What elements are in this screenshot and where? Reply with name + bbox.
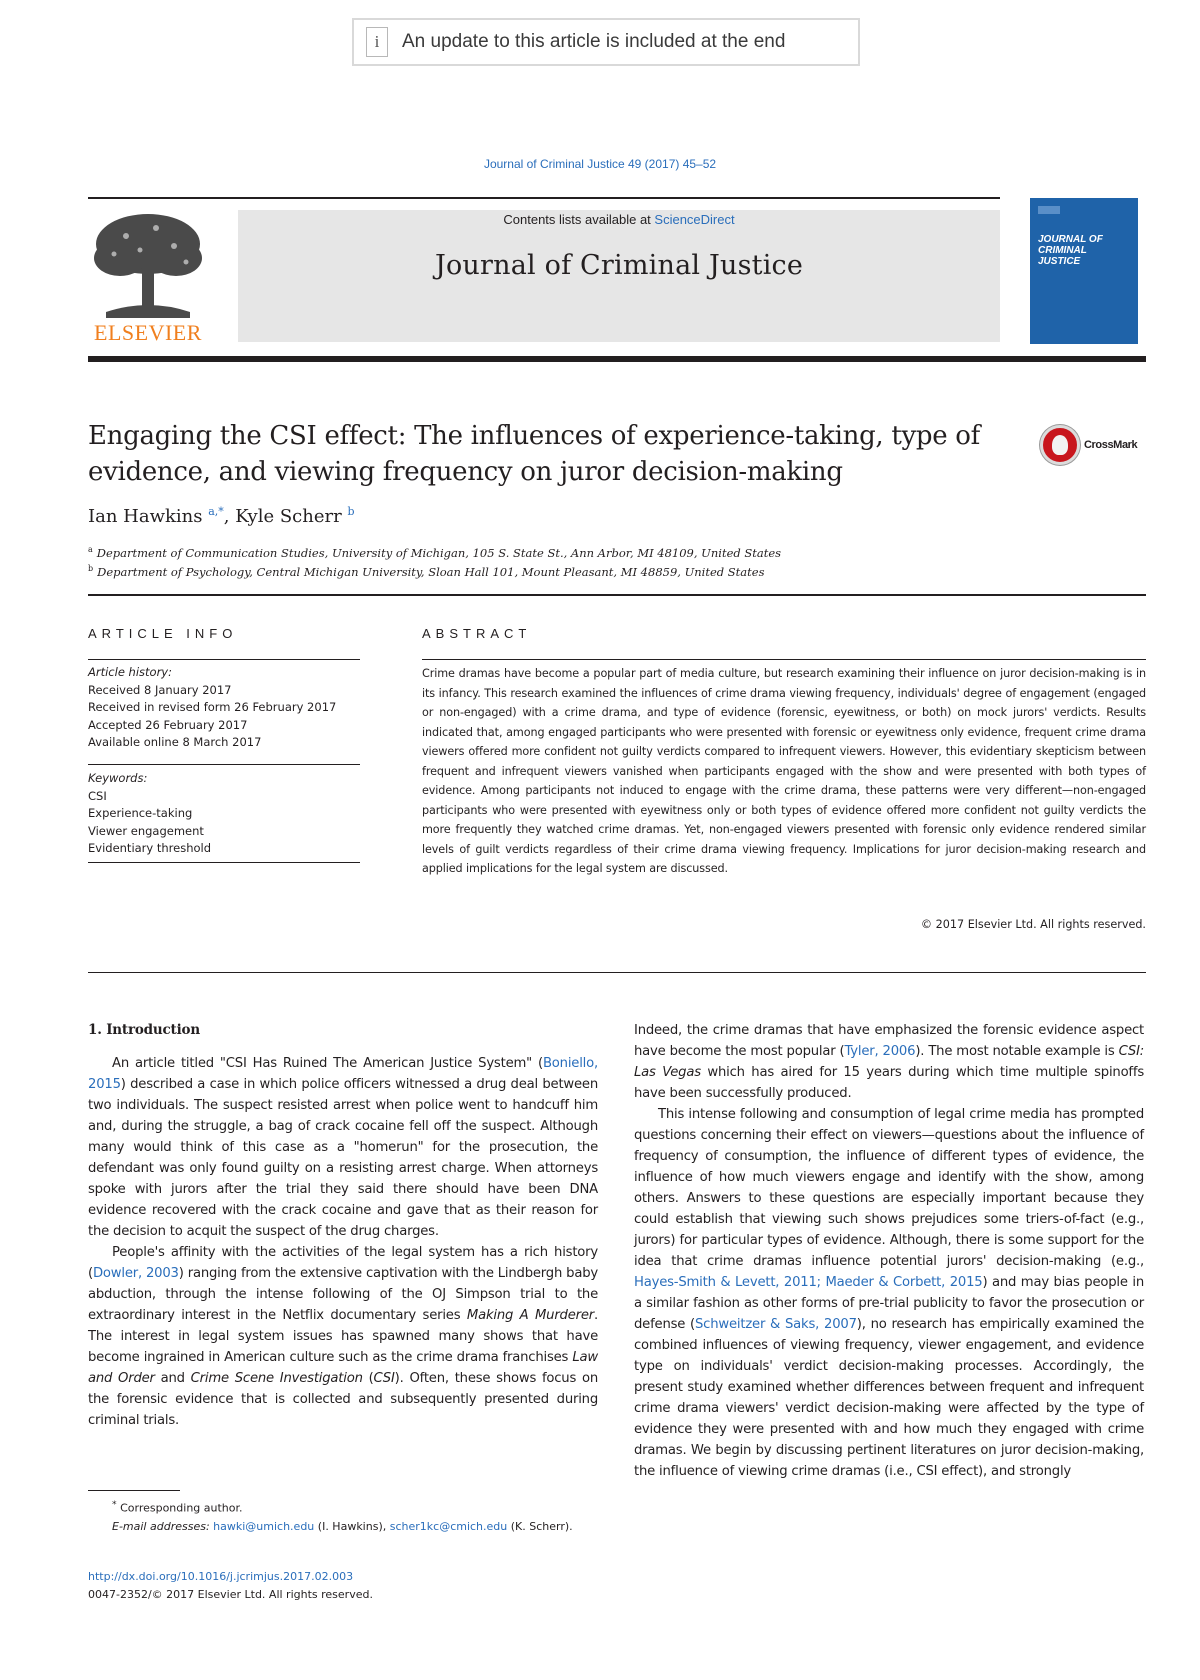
sciencedirect-link[interactable]: ScienceDirect [654,212,735,227]
journal-citation-link[interactable]: Journal of Criminal Justice 49 (2017) 45–52 [483,157,717,171]
author-name[interactable]: Kyle Scherr [235,506,342,527]
email-owner: (I. Hawkins), [314,1520,390,1534]
abstract-heading: ABSTRACT [422,626,532,641]
body-paragraph [88,1242,598,1431]
email-link[interactable]: hawki@umich.edu [213,1520,315,1534]
email-link[interactable]: scher1kc@cmich.edu [389,1520,508,1534]
paragraph-text: ) described a case in which police officers witnessed a drug deal between two individuals. The suspect resisted arrest when police went to handcuff him and, during the struggle, a bag of crack cocaine fell off the suspect. Although many would think of this case as a "homerun" for the prosecution, the defendant was only found guilty on a resisting arrest charge. When attorneys spoke with jurors after the trial they said there should have been DNA evidence recovered with the crack cocaine and gave that as their reason for the decision to acquit the suspect of the drug charges. [88,1077,598,1239]
keyword: CSI [88,788,107,803]
paragraph-text: ), no research has empirically examined the combined influences of viewing frequency, viewer engagement, and evidence type on individuals' verdict decision-making processes. Accordingly, the present study examined whether differences between frequent and infrequent crime drama viewers' verdict decision-making were affected by the type of evidence they were presented with and how much they engaged with crime dramas. We begin by discussing pertinent literatures on juror decision-making, the influence of viewing crime dramas (i.e., CSI effect), and strongly [634,1317,1144,1479]
author-affiliation-sup[interactable]: b [347,505,355,518]
doi-block [88,1568,373,1604]
contents-prefix: Contents lists available at [503,212,655,227]
keyword: Evidentiary threshold [88,841,212,855]
body-paragraph [634,1020,1144,1104]
crossmark-icon [1040,425,1080,465]
cover-title: JOURNAL OF CRIMINAL JUSTICE [1038,234,1103,267]
update-banner-text: An update to this article is included at the end [402,31,786,52]
abstract-copyright: © 2017 Elsevier Ltd. All rights reserved. [920,918,1146,931]
paragraph-text: An article titled "CSI Has Ruined The American Justice System" ( [112,1056,543,1071]
article-history [88,664,336,752]
article-info-rule [88,764,360,765]
article-info-rule [88,862,360,863]
keyword: Viewer engagement [88,823,204,838]
paragraph-text: which has aired for 15 years during which time multiple spinoffs have been successfully produced. [634,1065,1144,1101]
citation-link[interactable]: Tyler, 2006 [844,1044,916,1059]
footnote-emails [88,1518,598,1537]
paragraph-text: ). Often, these shows focus on the forensic evidence that is collected and subsequently presented during criminal trials. [88,1371,598,1428]
article-info-heading: ARTICLE INFO [88,626,238,641]
affiliation-marker: a [88,545,93,554]
paragraph-text: ). The most notable example is [915,1044,1119,1059]
affiliation-a [88,545,781,560]
citation-link[interactable]: Boniello, 2015 [88,1056,598,1092]
author-name[interactable]: Ian Hawkins [88,506,203,527]
paragraph-text: ) ranging from the extensive captivation with the Lindbergh baby abduction, through the intense following of the OJ Simpson trial to the extraordinary interest in the Netflix documentary series [88,1266,598,1323]
italic-title: Making A Murderer [466,1308,594,1323]
paragraph-text: Indeed, the crime dramas that have emphasized the forensic evidence aspect have become the most popular ( [634,1023,1144,1059]
body-column-right [634,1020,1144,1482]
history-revised: Received in revised form 26 February 2017 [88,700,337,714]
abstract-text: Crime dramas have become a popular part of media culture, but research examining their influence on juror decision-making is in its infancy. This research examined the influences of crime drama viewing frequency, individuals' degree of engagement (engaged or non-engaged) with a crime drama, and type of evidence (forensic, eyewitness, or both) on mock jurors' verdicts. Results indicated that, among engaged participants who were presented with forensic or eyewitness only evidence, frequent crime drama viewers offered more confident not guilty verdicts compared to infrequent viewers. However, this evidentiary skepticism between frequent and infrequent viewers vanished when participants engaged with the show and were presented with both types of evidence. Among participants not induced to engage with the crime drama, these patterns were very different—non-engaged participants who were presented with eyewitness only or both types of evidence offered more confident not guilty verdicts the more frequently they watched crime dramas. Yet, non-engaged viewers presented with forensic only evidence rendered similar levels of guilt verdicts regardless of their crime drama viewing frequency. Implications for juror decision-making research and applied implications for the legal system are discussed. [422,667,1146,875]
keyword: Experience-taking [88,806,193,820]
crossmark-label: CrossMark [1084,439,1138,451]
history-label: Article history: [88,665,172,679]
affiliation-marker: b [88,564,94,573]
cover-logo-icon [1038,206,1060,214]
section-heading-introduction: 1. Introduction [88,1022,200,1038]
contents-line [238,212,1000,227]
history-accepted: Accepted 26 February 2017 [88,717,248,732]
paragraph-text: and [154,1371,191,1386]
doi-link[interactable]: http://dx.doi.org/10.1016/j.jcrimjus.2017.02.003 [88,1570,354,1583]
header-thick-rule [88,356,1146,362]
footnote-text: Corresponding author. [120,1501,243,1515]
citation-link[interactable]: Dowler, 2003 [92,1266,179,1281]
footnote-marker: * [112,1499,117,1510]
front-matter-end-rule [88,972,1146,973]
italic-title: Crime Scene Investigation [190,1371,363,1386]
section-rule [88,594,1146,596]
italic-title: Law and Order [88,1350,598,1386]
author-separator: , [223,506,236,527]
article-title-line2: evidence, and viewing frequency on juror decision-making [88,457,843,487]
body-paragraph [88,1053,598,1242]
affiliation-text: Department of Communication Studies, University of Michigan, 105 S. State St., Ann Arbor, MI 48109, United States [96,545,782,560]
elsevier-wordmark: ELSEVIER [94,320,202,345]
paragraph-text: People's affinity with the activities of the legal system has a rich history ( [88,1245,598,1281]
email-label: E-mail addresses: [112,1520,214,1534]
journal-cover-thumbnail[interactable] [1030,198,1138,344]
body-column-left [88,1020,598,1431]
issn-line: 0047-2352/© 2017 Elsevier Ltd. All rights reserved. [88,1588,373,1601]
keywords-label: Keywords: [88,771,148,785]
journal-header-band [238,210,1000,342]
footnotes [88,1496,598,1537]
keywords [88,770,211,858]
crossmark-badge[interactable] [1040,424,1150,466]
header-rule [88,197,1000,199]
update-banner[interactable] [352,18,860,66]
affiliation-b [88,564,764,579]
paragraph-text: ) and may bias people in a similar fashion as other forms of pre-trial publicity to favor the prosecution or defense ( [634,1275,1144,1332]
affiliation-text: Department of Psychology, Central Michigan University, Sloan Hall 101, Mount Pleasant, MI 48859, United States [97,564,765,579]
citation-link[interactable]: Schweitzer & Saks, 2007 [695,1317,857,1332]
article-title-line1: Engaging the CSI effect: The influences of experience-taking, type of [88,421,980,451]
info-icon: i [366,27,388,57]
citation-link[interactable]: Hayes-Smith & Levett, 2011; Maeder & Corbett, 2015 [634,1275,983,1290]
body-paragraph [634,1104,1144,1482]
paragraph-text: This intense following and consumption of legal crime media has prompted questions concerning their effect on viewers—questions about the influence of frequency of consumption, the influence of different types of evidence, the influence of how much viewers engage and identify with the show, among others. Answers to these questions are especially important because they could establish that viewing such shows prejudices some triers-of-fact (e.g., jurors) for particular types of evidence. Although, there is some support for the idea that crime dramas influence potential jurors' decision-making (e.g., [634,1107,1144,1269]
article-title [88,418,988,490]
footnote-corresponding [88,1496,598,1518]
email-owner: (K. Scherr). [507,1520,573,1534]
history-online: Available online 8 March 2017 [88,735,262,749]
author-affiliation-sup[interactable]: a,* [208,505,224,518]
journal-name: Journal of Criminal Justice [434,250,804,281]
italic-title: CSI [373,1371,395,1386]
article-info-rule [88,659,360,660]
abstract-rule [422,659,1146,660]
history-received: Received 8 January 2017 [88,682,232,697]
footnote-rule [88,1490,180,1491]
author-list [88,505,355,527]
paragraph-text: . The interest in legal system issues has spawned many shows that have become ingrained in American culture such as the crime drama franchises [88,1308,598,1365]
paragraph-text: ( [362,1371,374,1386]
italic-title: CSI: Las Vegas [634,1044,1144,1080]
